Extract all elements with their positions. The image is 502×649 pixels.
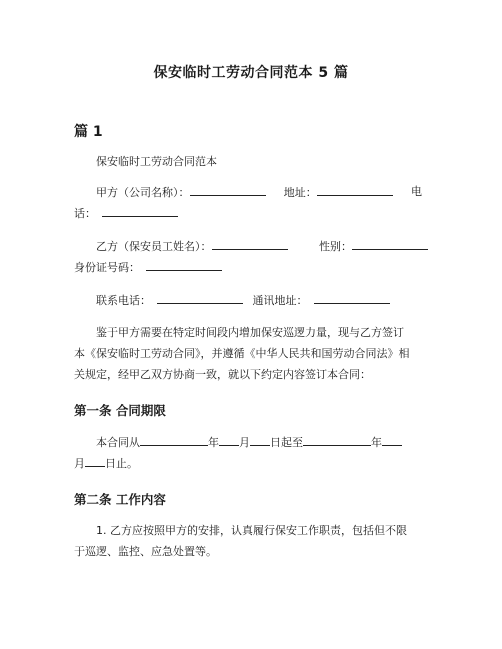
contact-phone-blank[interactable] bbox=[157, 292, 243, 304]
phone-label-start: 电 bbox=[411, 185, 422, 198]
start-day-blank[interactable] bbox=[250, 434, 270, 446]
phone-label-end: 话： bbox=[74, 207, 96, 220]
end-year-blank[interactable] bbox=[303, 434, 371, 446]
mailing-address-label: 通讯地址： bbox=[252, 294, 308, 307]
id-number-line bbox=[74, 259, 434, 276]
section-heading: 篇 1 bbox=[74, 124, 103, 140]
mailing-address-blank[interactable] bbox=[314, 292, 390, 304]
end-year-label: 年 bbox=[371, 436, 382, 449]
intro-line-1: 鉴于甲方需要在特定时间段内增加保安巡逻力量，现与乙方签订 bbox=[96, 326, 404, 339]
company-name-blank[interactable] bbox=[190, 184, 266, 196]
article-1-heading: 第一条 合同期限 bbox=[74, 403, 166, 418]
gender-label: 性别： bbox=[319, 240, 352, 253]
gender-blank[interactable] bbox=[352, 238, 428, 250]
end-day-label: 日止。 bbox=[105, 457, 138, 470]
contract-name: 保安临时工劳动合同范本 bbox=[96, 155, 217, 168]
party-a-phone-line bbox=[74, 205, 434, 222]
end-day-blank[interactable] bbox=[85, 455, 105, 467]
duty-line-2: 于巡逻、监控、应急处置等。 bbox=[74, 545, 217, 558]
party-b-line bbox=[96, 238, 428, 255]
phone-blank[interactable] bbox=[102, 205, 178, 217]
contact-phone-label: 联系电话： bbox=[96, 294, 151, 307]
address-label: 地址： bbox=[283, 186, 317, 199]
term-line-1 bbox=[96, 434, 456, 451]
start-year-blank[interactable] bbox=[140, 434, 208, 446]
employee-name-blank[interactable] bbox=[212, 238, 288, 250]
intro-line-2: 本《保安临时工劳动合同》，并遵循《中华人民共和国劳动合同法》相 bbox=[74, 347, 410, 360]
party-a-label: 甲方（公司名称）： bbox=[96, 186, 190, 199]
end-month-label: 月 bbox=[74, 457, 85, 470]
end-month-blank[interactable] bbox=[382, 434, 402, 446]
term-line-2 bbox=[74, 455, 434, 472]
address-blank[interactable] bbox=[317, 184, 393, 196]
start-month-blank[interactable] bbox=[219, 434, 239, 446]
intro-line-3: 关规定，经甲乙双方协商一致，就以下约定内容签订本合同： bbox=[74, 368, 371, 381]
contact-line bbox=[96, 292, 456, 309]
party-b-label: 乙方（保安员工姓名）： bbox=[96, 240, 212, 253]
article-2-heading: 第二条 工作内容 bbox=[74, 492, 166, 507]
day-to-label: 日起至 bbox=[270, 436, 303, 449]
id-number-blank[interactable] bbox=[146, 259, 222, 271]
term-from-label: 本合同从 bbox=[96, 436, 140, 449]
document-title: 保安临时工劳动合同范本 5 篇 bbox=[153, 65, 349, 81]
month-label: 月 bbox=[239, 436, 250, 449]
id-number-label: 身份证号码： bbox=[74, 261, 140, 274]
year-label: 年 bbox=[208, 436, 219, 449]
party-a-line bbox=[96, 184, 422, 201]
duty-line-1: 1. 乙方应按照甲方的安排，认真履行保安工作职责，包括但不限 bbox=[96, 524, 407, 537]
